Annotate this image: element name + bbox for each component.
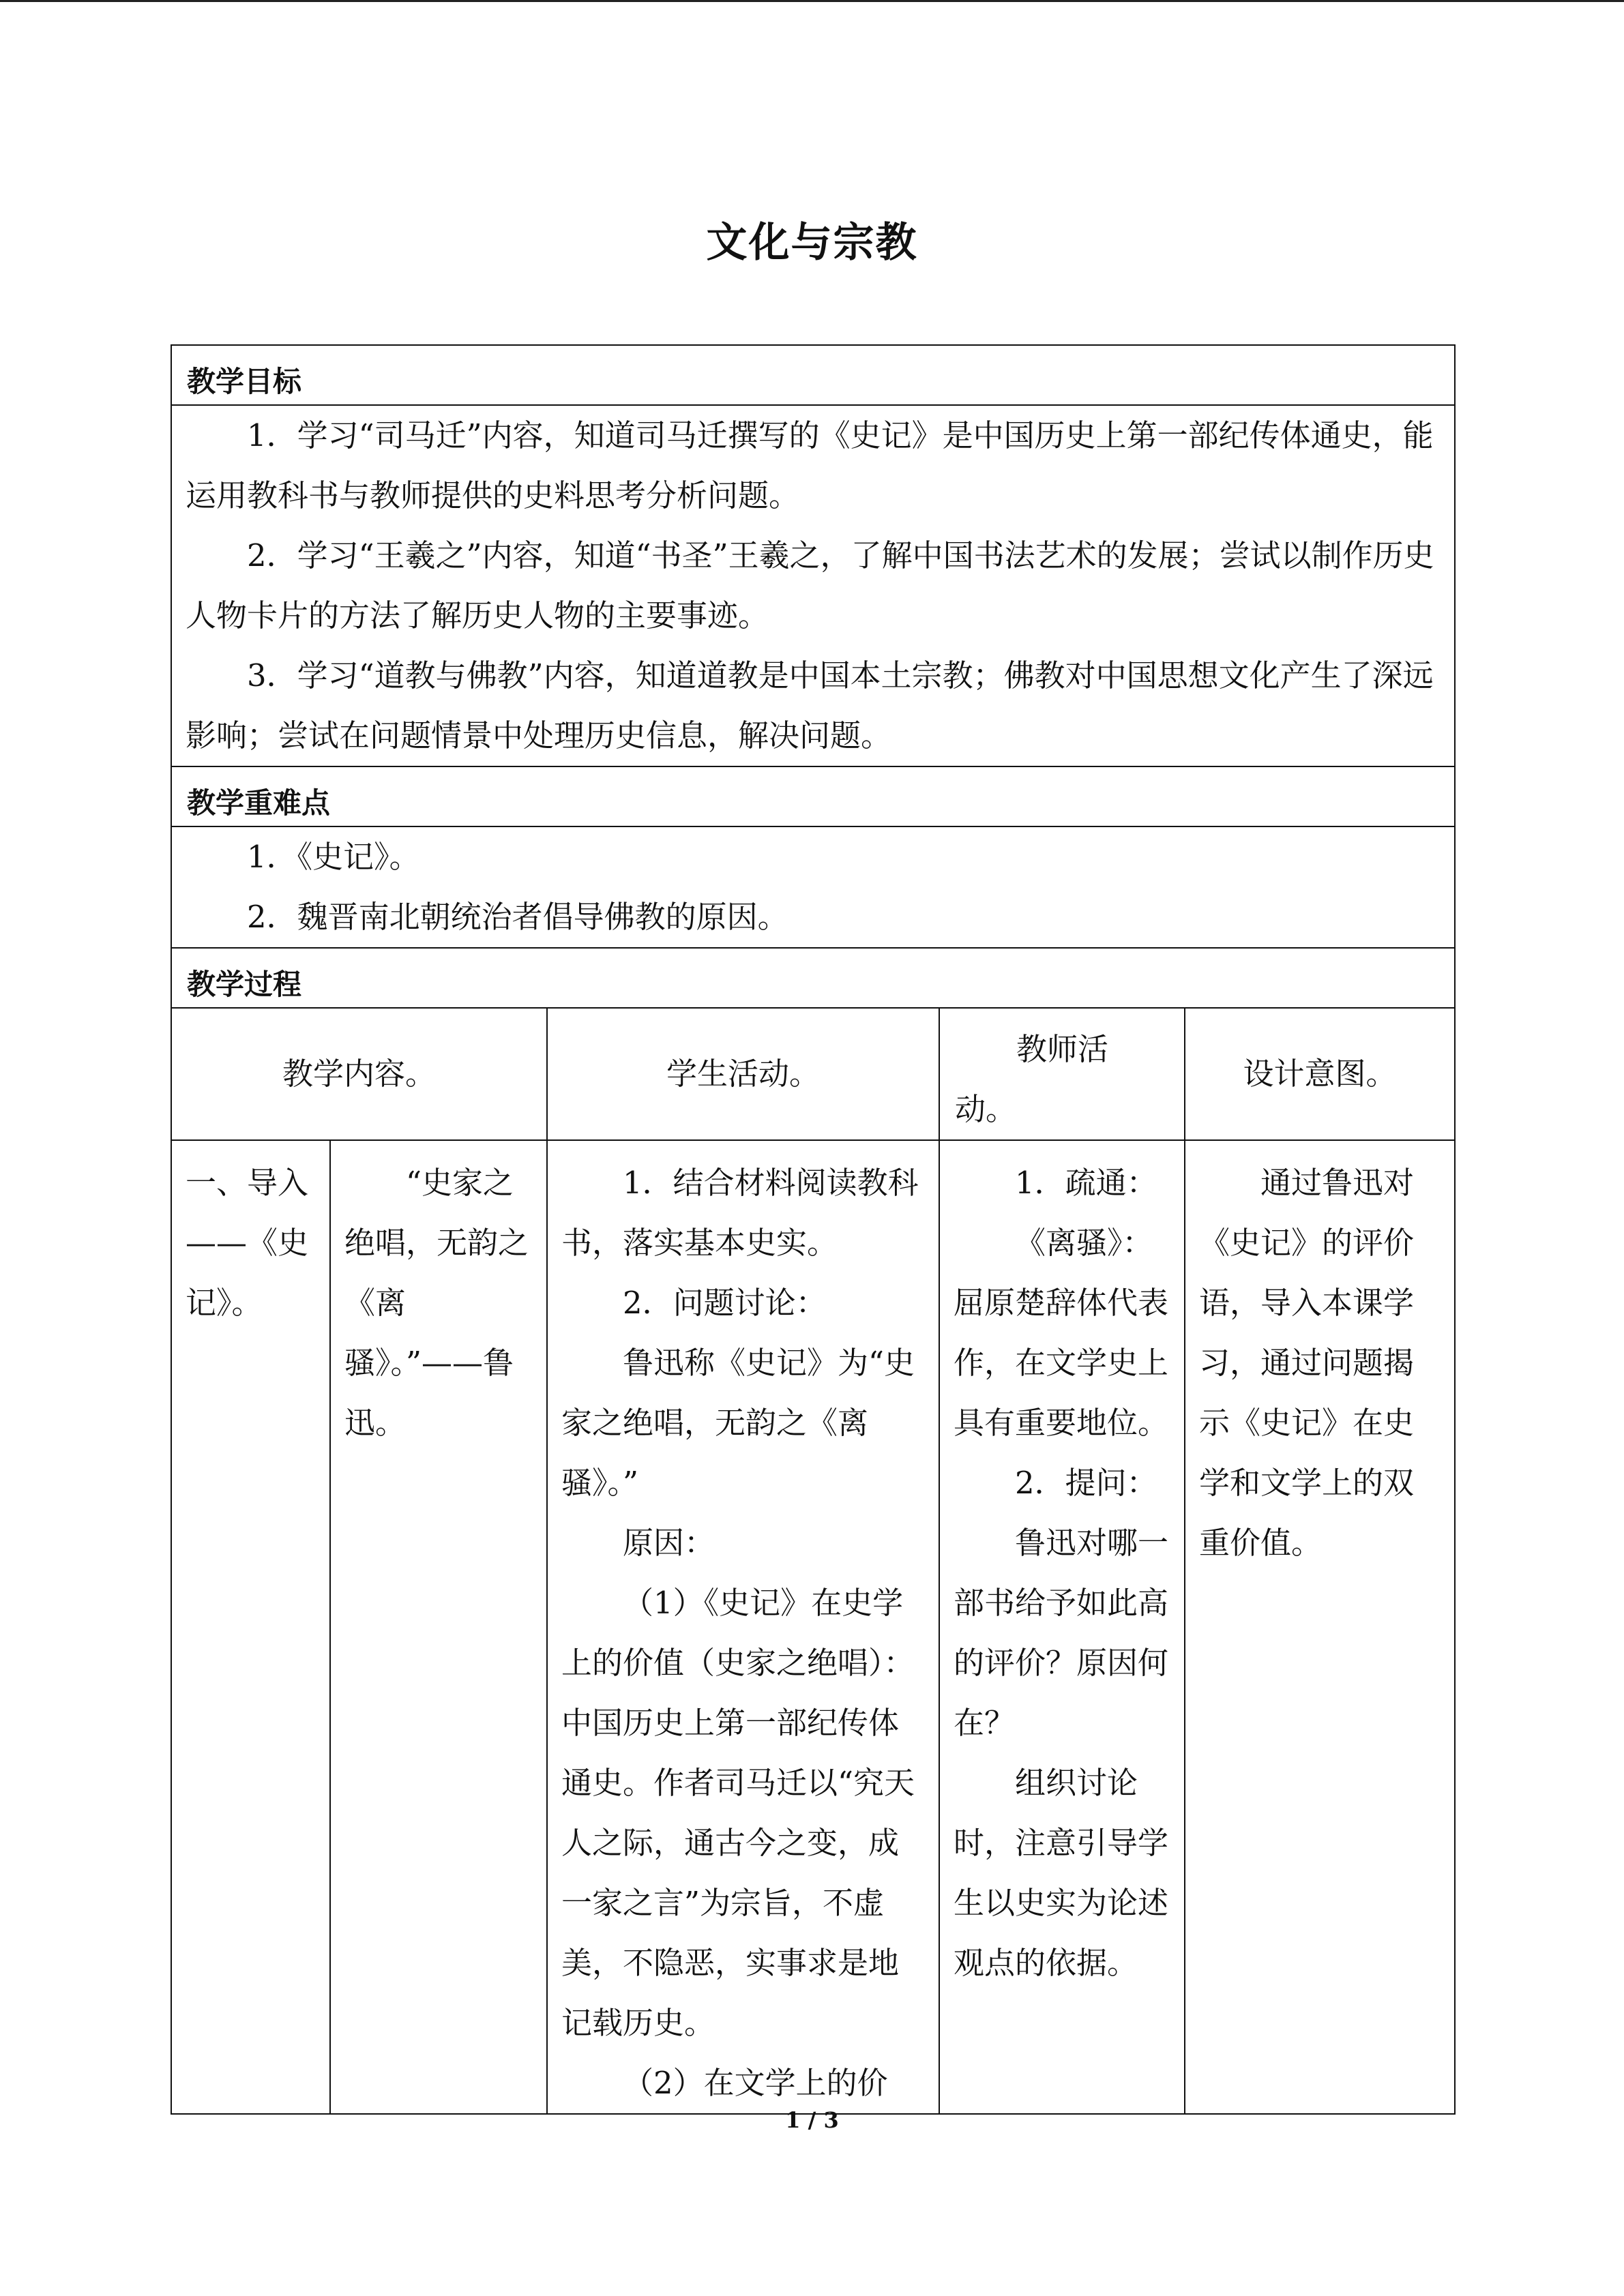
objective-item: 2．学习“王羲之”内容，知道“书圣”王羲之，了解中国书法艺术的发展；尝试以制作历史人物卡片的方法了解历史人物的主要事迹。 [186, 537, 1434, 633]
column-header-teacher [939, 1008, 1185, 1140]
student-activity-item: 原因： [623, 1525, 715, 1561]
column-header-design: 设计意图。 [1185, 1008, 1455, 1140]
page-title: 文化与宗教 [706, 219, 918, 267]
column-header-teacher-text: 教师活动。 [955, 1031, 1109, 1127]
key-points-body [171, 826, 1455, 948]
page-top-border [0, 0, 1624, 2]
objectives-body [171, 405, 1455, 766]
material-cell [330, 1140, 547, 2114]
student-activity-item: 1．结合材料阅读教科书，落实基本史实。 [561, 1165, 919, 1261]
objectives-heading-cell [171, 345, 1455, 405]
lesson-plan-table [171, 344, 1456, 2115]
objective-item: 3．学习“道教与佛教”内容，知道道教是中国本土宗教；佛教对中国思想文化产生了深远影响；尝试在问题情景中处理历史信息，解决问题。 [186, 657, 1434, 754]
teacher-activity-item: 《离骚》：屈原楚辞体代表作，在文学史上具有重要地位。 [954, 1225, 1169, 1441]
teacher-activity-item: 鲁迅对哪一部书给予如此高的评价？原因何在？ [954, 1525, 1169, 1741]
objective-item: 1．学习“司马迁”内容，知道司马迁撰写的《史记》是中国历史上第一部纪传体通史，能运用教科书与教师提供的史料思考分析问题。 [186, 417, 1434, 513]
student-activity-item: （2）在文学上的价 [623, 2065, 888, 2101]
column-header-content: 教学内容。 [171, 1008, 547, 1140]
material-quote: “史家之绝唱，无韵之《离骚》。”——鲁迅。 [344, 1165, 529, 1441]
key-point-item: 1．《史记》。 [247, 839, 420, 875]
key-point-item: 2．魏晋南北朝统治者倡导佛教的原因。 [247, 899, 788, 935]
process-heading-cell [171, 948, 1455, 1008]
teacher-activity-item: 组织讨论时，注意引导学生以史实为论述观点的依据。 [954, 1765, 1169, 1981]
student-activity-item: 2．问题讨论： [623, 1285, 827, 1321]
design-intent-cell [1185, 1140, 1455, 2114]
teacher-activity-item: 1．疏通： [1015, 1165, 1157, 1201]
teacher-activity-cell [939, 1140, 1185, 2114]
design-intent-text: 通过鲁迅对《史记》的评价语，导入本课学习，通过问题揭示《史记》在史学和文学上的双重价值。 [1199, 1165, 1415, 1561]
student-activity-item: （1）《史记》在史学上的价值（史家之绝唱）：中国历史上第一部纪传体通史。作者司马迁以“究天人之际，通古今之变，成一家之言”为宗旨，不虚美，不隐恶，实事求是地记载历史。 [561, 1585, 915, 2041]
page-number: 1 / 3 [785, 2107, 839, 2133]
key-points-heading-cell [171, 766, 1455, 826]
student-activity-item: 鲁迅称《史记》为“史家之绝唱，无韵之《离骚》。” [561, 1345, 915, 1501]
key-points-heading: 教学重难点 [187, 786, 331, 820]
section-label: 一、导入——《史记》。 [186, 1165, 309, 1321]
teacher-activity-item: 2．提问： [1015, 1465, 1157, 1501]
section-cell [171, 1140, 330, 2114]
objectives-heading: 教学目标 [187, 365, 302, 398]
column-header-student: 学生活动。 [547, 1008, 939, 1140]
student-activity-cell [547, 1140, 939, 2114]
process-heading: 教学过程 [187, 968, 302, 1001]
